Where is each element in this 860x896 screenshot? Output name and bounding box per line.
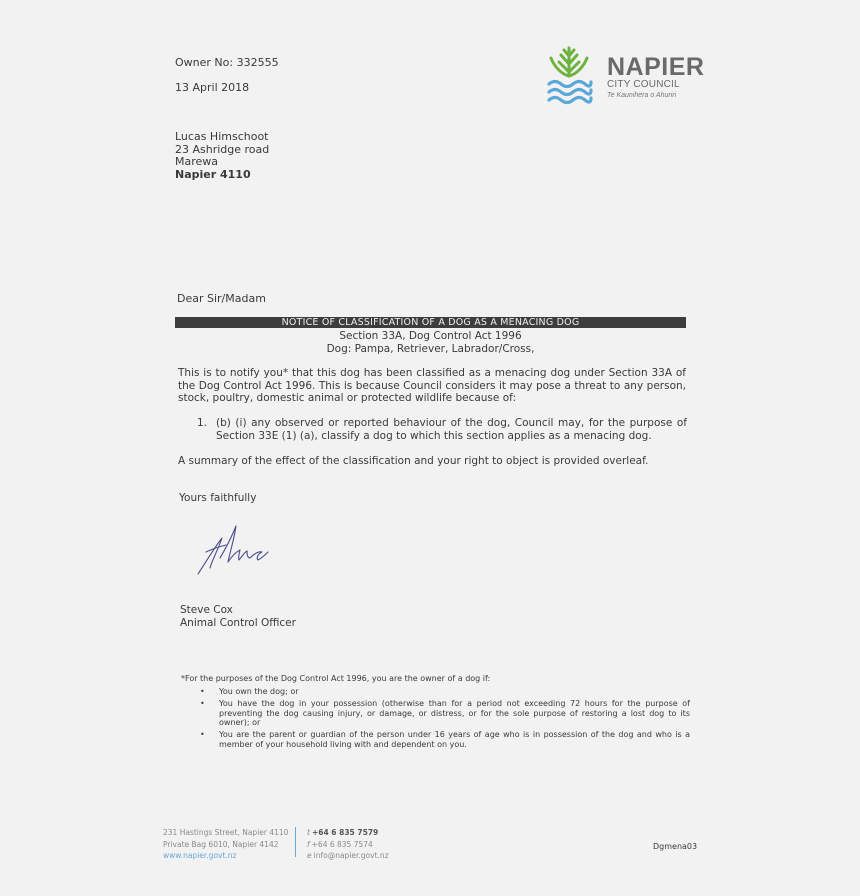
reason-text: (b) (i) any observed or reported behaviour of the dog, Council may, for the purpose of Section 33E (1) (a), classify a dog to which this section applies as a menacing dog. — [216, 417, 687, 442]
reason-number: 1. — [197, 417, 208, 429]
dog-details: Dog: Pampa, Retriever, Labrador/Cross, — [326, 343, 535, 355]
recipient-name: Lucas Himschoot — [175, 130, 269, 143]
notice-paragraph: This is to notify you* that this dog has been classified as a menacing dog under Section 33A of the Dog Control Act 1996. This is because Council considers it may pose a threat to any person, stock, poultry, domestic animal or protected wildlife because of: — [178, 367, 686, 404]
logo-wordmark: NAPIER — [607, 53, 705, 81]
footer-contact — [307, 827, 389, 862]
recipient-street: 23 Ashridge road — [175, 142, 270, 156]
owner-number: Owner No: 332555 — [175, 56, 279, 69]
footnote-item — [200, 730, 690, 749]
email-link[interactable]: info@napier.govt.nz — [313, 851, 389, 860]
footer-website-link[interactable]: www.napier.govt.nz — [163, 851, 237, 860]
recipient-address — [175, 131, 269, 181]
notice-title-banner: NOTICE OF CLASSIFICATION OF A DOG AS A MENACING DOG — [175, 317, 686, 328]
footnote-list — [200, 687, 690, 752]
bullet: • — [200, 687, 205, 696]
phone-number: +64 6 835 7579 — [311, 828, 379, 837]
logo-tagline: Te Kaunihera o Ahuriri — [607, 92, 677, 99]
signer-title: Animal Control Officer — [180, 617, 296, 629]
email-label: e — [307, 851, 312, 860]
footnote-item-text: You are the parent or guardian of the person under 16 years of age who is in possession of the dog and who is a member of your household living with and dependent on you. — [219, 730, 690, 749]
phone-label: t — [307, 828, 310, 837]
footer-phone — [307, 827, 389, 839]
bullet: • — [200, 730, 205, 739]
fax-number: +64 6 835 7574 — [311, 839, 373, 849]
napier-city-council-logo — [545, 42, 715, 106]
footer-address-line: Private Bag 6010, Napier 4142 — [163, 839, 279, 849]
letter-date: 13 April 2018 — [175, 81, 250, 94]
koru-waves-icon — [545, 42, 605, 106]
footnote-item — [200, 687, 690, 697]
document-reference: Dgmena03 — [653, 842, 698, 851]
footnote-item-text: You own the dog; or — [219, 687, 299, 696]
footer-divider — [295, 827, 296, 857]
reason-list-item — [197, 417, 687, 442]
logo-subtitle: CITY COUNCIL — [607, 79, 680, 90]
footer-address — [163, 827, 288, 862]
fax-label: f — [307, 839, 310, 849]
closing: Yours faithfully — [179, 492, 257, 504]
recipient-suburb: Marewa — [175, 155, 219, 168]
bullet: • — [200, 699, 205, 708]
footer-email — [307, 850, 389, 862]
handwritten-signature — [192, 518, 276, 580]
footnote-intro: *For the purposes of the Dog Control Act 1996, you are the owner of a dog if: — [181, 674, 491, 683]
footnote-item — [200, 699, 690, 728]
footer-fax — [307, 839, 389, 851]
footnote-item-text: You have the dog in your possession (otherwise than for a period not exceeding 72 hours for the purpose of preventing the dog causing injury, or damage, or distress, or for the sole purpose of restoring a lost dog to its owner); or — [219, 699, 690, 727]
act-section: Section 33A, Dog Control Act 1996 — [339, 330, 522, 342]
recipient-city: Napier 4110 — [175, 167, 251, 181]
salutation: Dear Sir/Madam — [177, 292, 266, 305]
footer-address-line: 231 Hastings Street, Napier 4110 — [163, 828, 289, 837]
signer-name: Steve Cox — [180, 604, 233, 616]
summary-paragraph: A summary of the effect of the classification and your right to object is provided overleaf. — [178, 455, 649, 467]
